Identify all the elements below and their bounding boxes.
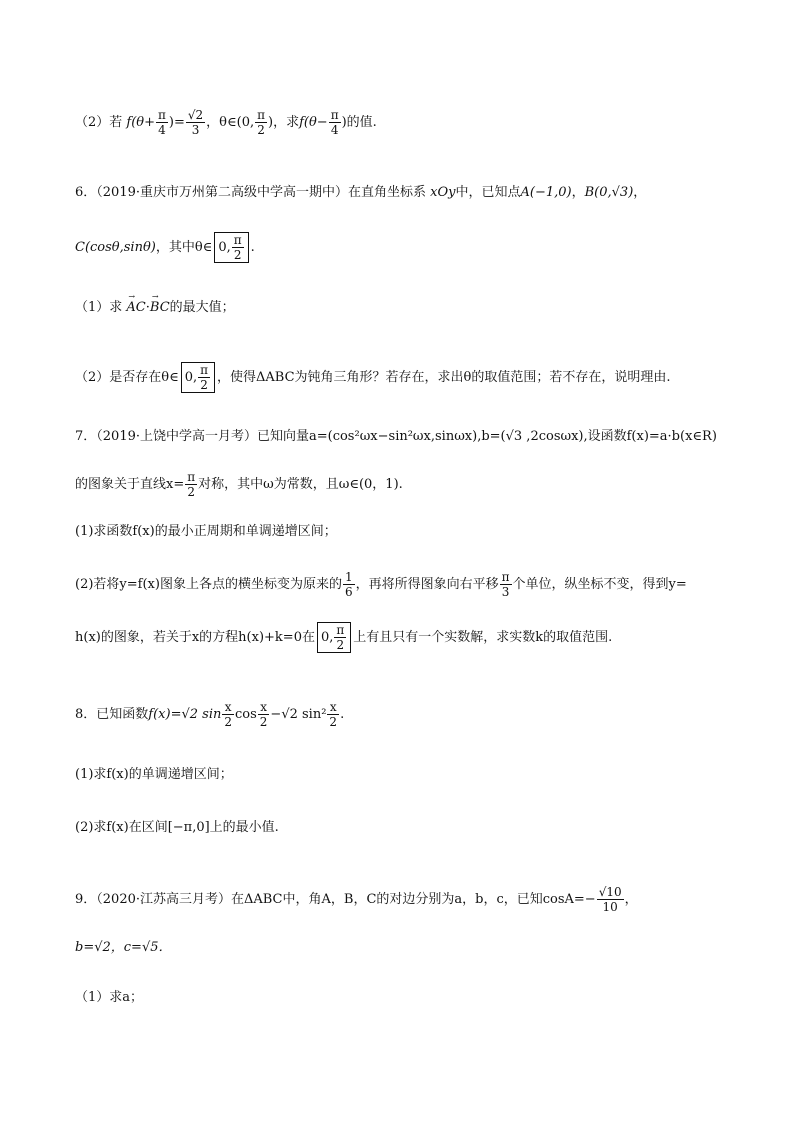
q7-part2-line2: h(x)的图象，若关于x的方程h(x)+k=0在 0, $\frac{\pi}{2}$ 上有且只有一个实数解，求实数k的取值范围. bbox=[75, 623, 613, 652]
q9-part1: （1）求a； bbox=[75, 990, 144, 1005]
q7-part1: (1)求函数f(x)的最小正周期和单调递增区间； bbox=[75, 524, 337, 539]
q7-line1: 7．（2019·上饶中学高一月考）已知向量a=(cos²ωx−sin²ωx,sinωx),b=(√3 ,2cosωx),设函数f(x)=a·b(x∈R) bbox=[75, 429, 717, 444]
q7-part2-line1: (2)若将y=f(x)图象上各点的横坐标变为原来的 $\frac{1}{6}$ ，再将所得图象向右平移 $\frac{\pi}{3}$ 个单位，纵坐标不变，得到y= bbox=[75, 570, 687, 599]
q9-line1: 9．（2020·江苏高三月考）在ΔABC中，角A，B，C的对边分别为a，b，c，已知cosA=− $\frac{√10}{10}$ ， bbox=[75, 885, 638, 914]
q7-line2: 的图象关于直线x= $\frac{\pi}{2}$ 对称，其中ω为常数，且ω∈(0，1). bbox=[75, 470, 403, 499]
q5-part2: （2）若 f(θ+ $\frac{\pi}{4}$ )= $\frac{√2}{3}$ ，θ∈(0, $\frac{\pi}{2}$ )，求f(θ− $\frac{\pi}{4}$ )的值. bbox=[75, 108, 377, 137]
q6-part2: （2）是否存在θ∈ 0, $\frac{\pi}{2}$ ，使得ΔABC为钝角三角形？若存在，求出θ的取值范围；若不存在，说明理由. bbox=[75, 363, 671, 392]
q6-part1: （1）求 → AC·→ BC的最大值； bbox=[75, 298, 235, 318]
q6-line2: C(cosθ,sinθ)，其中θ∈ 0, $\frac{\pi}{2}$ . bbox=[75, 233, 255, 262]
frac-pi-2: $\frac{\pi}{2}$ bbox=[257, 108, 265, 137]
q8-part1: (1)求f(x)的单调递增区间； bbox=[75, 767, 233, 782]
frac-sqrt2-3: $\frac{√2}{3}$ bbox=[187, 108, 204, 137]
q9-line2: b=√2，c=√5． bbox=[75, 940, 172, 955]
q8-line1: 8．已知函数f(x)=√2 sin $\frac{x}{2}$ cos $\frac{x}{2}$ −√2 sin² $\frac{x}{2}$ . bbox=[75, 700, 345, 729]
interval-0-pi2: 0, $\frac{\pi}{2}$ bbox=[214, 232, 248, 263]
q8-part2: (2)求f(x)在区间[−π,0]上的最小值. bbox=[75, 820, 279, 835]
vector-AC: → AC bbox=[126, 298, 145, 318]
q6-line1: 6．（2019·重庆市万州第二高级中学高一期中）在直角坐标系 xOy中，已知点A(−1,0)，B(0,√3)， bbox=[75, 185, 647, 200]
frac-pi-4: $\frac{\pi}{4}$ bbox=[158, 108, 166, 137]
vector-BC: → BC bbox=[150, 298, 170, 318]
